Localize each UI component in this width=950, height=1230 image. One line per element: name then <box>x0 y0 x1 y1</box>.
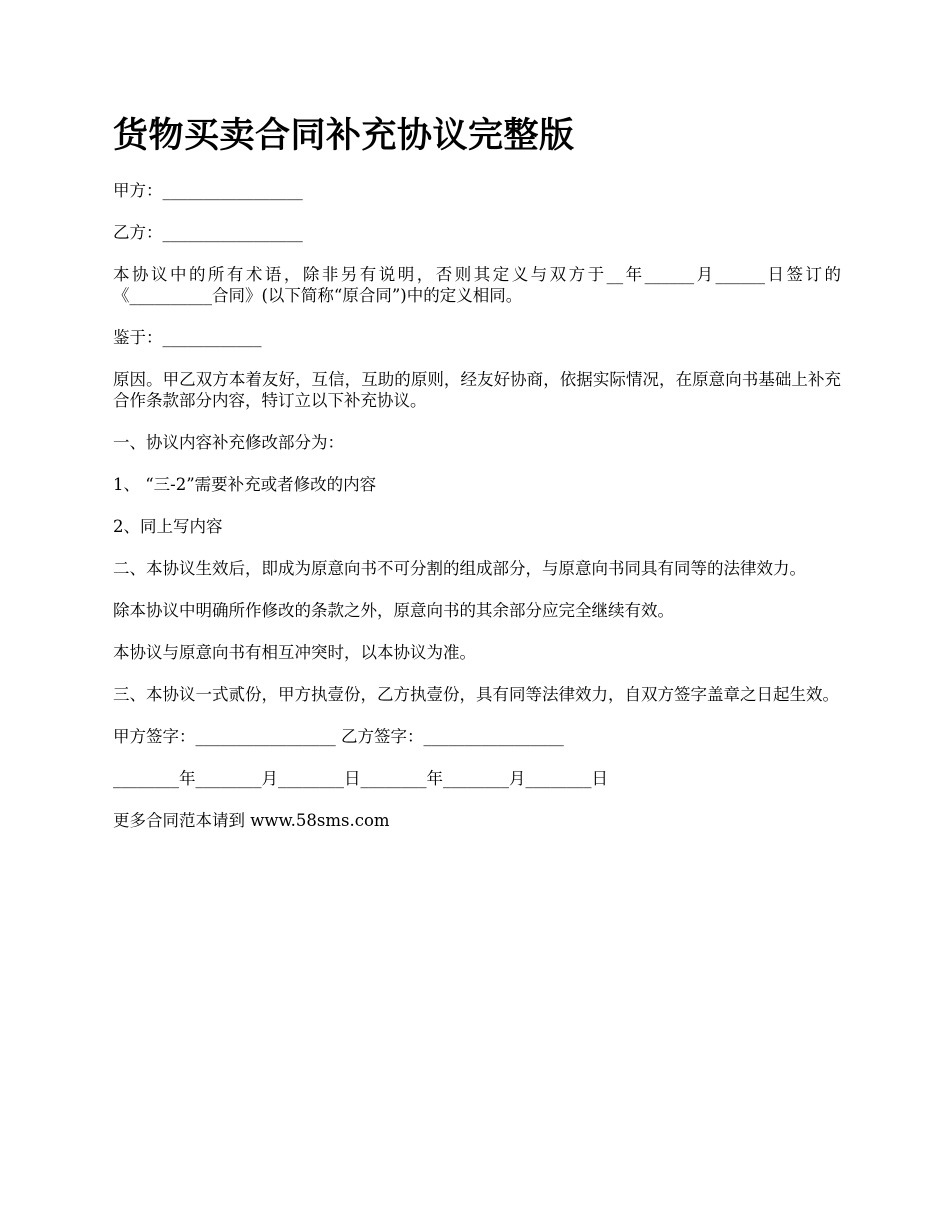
definitions-paragraph: 本协议中的所有术语，除非另有说明，否则其定义与双方于__年______月______日签订的《__________合同》(以下简称“原合同”)中的定义相同。 <box>113 265 841 305</box>
party-b-line: 乙方：_________________ <box>113 223 303 242</box>
item-2: 2、同上写内容 <box>113 517 223 536</box>
reason-paragraph: 原因。甲乙双方本着友好，互信，互助的原则，经友好协商，依据实际情况，在原意向书基础上补充合作条款部分内容，特订立以下补充协议。 <box>113 370 841 410</box>
party-a-line: 甲方：_________________ <box>113 181 303 200</box>
conflict-clause-paragraph: 本协议与原意向书有相互冲突时，以本协议为准。 <box>113 643 476 662</box>
signature-line: 甲方签字：_________________ 乙方签字：_________________ <box>113 727 564 746</box>
footer-link-text: 更多合同范本请到 www.58sms.com <box>113 811 390 830</box>
date-line: ________年________月________日________年________月________日 <box>113 769 608 788</box>
document-page <box>113 112 841 852</box>
document-title: 货物买卖合同补充协议完整版 <box>113 116 575 156</box>
remaining-terms-paragraph: 除本协议中明确所作修改的条款之外，原意向书的其余部分应完全继续有效。 <box>113 601 674 620</box>
item-1: 1、 “三-2”需要补充或者修改的内容 <box>113 475 377 494</box>
section-1-heading: 一、协议内容补充修改部分为： <box>113 433 344 452</box>
whereas-line: 鉴于：____________ <box>113 328 262 347</box>
section-3-paragraph: 三、本协议一式贰份，甲方执壹份，乙方执壹份，具有同等法律效力，自双方签字盖章之日起生效。 <box>113 685 839 704</box>
section-2-paragraph: 二、本协议生效后，即成为原意向书不可分割的组成部分，与原意向书同具有同等的法律效力。 <box>113 559 806 578</box>
